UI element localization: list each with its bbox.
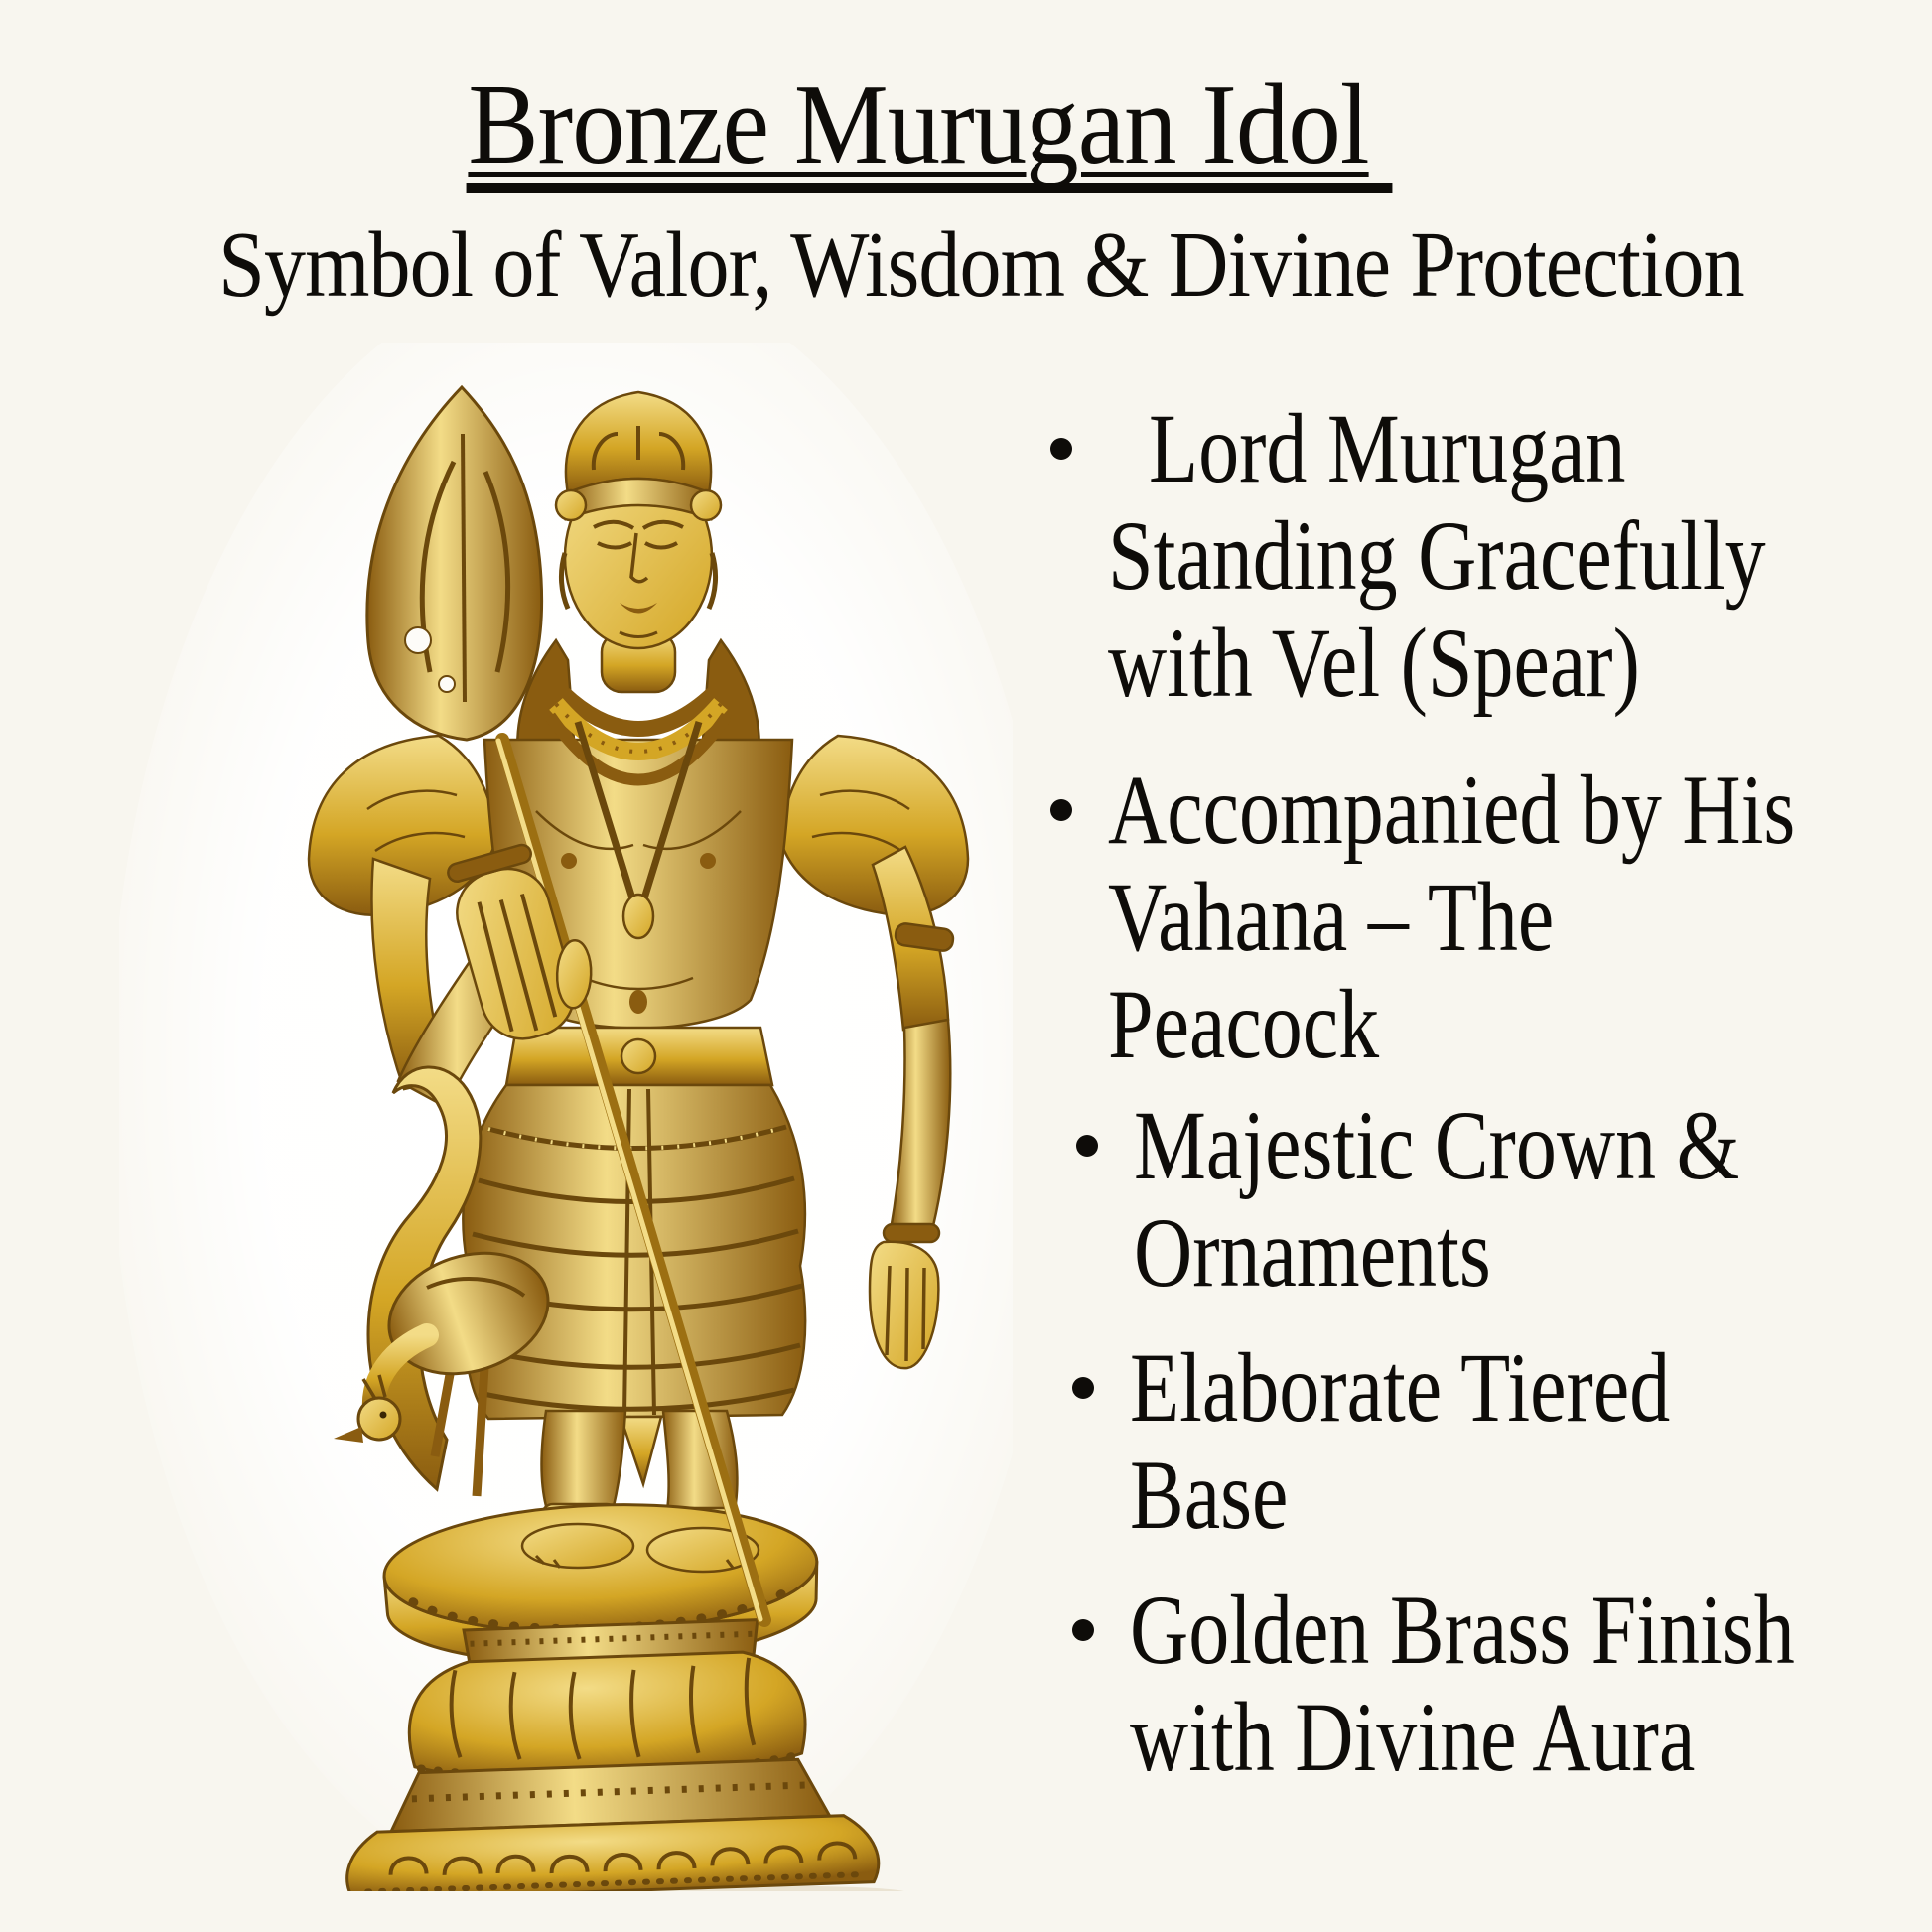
bullet-dot [1050,438,1072,460]
bullet-dot [1076,1135,1098,1157]
feature-line: Elaborate Tiered [1130,1332,1671,1443]
bullet-dot [1072,1619,1094,1641]
feature-text [1134,1092,1926,1307]
feature-line: Ornaments [1134,1197,1491,1308]
feature-text [1108,757,1926,1078]
belt-clasp [621,1039,655,1073]
feature-line: Vahana – The [1108,862,1555,972]
left-leg [542,1411,626,1506]
murugan-statue-illustration [119,343,1013,1891]
header [0,62,1859,193]
feature-text [1130,1334,1926,1549]
feature-item [1033,1577,1926,1791]
feature-line: Base [1130,1440,1289,1550]
feature-text [1130,1577,1926,1791]
left-foot [522,1524,633,1568]
feature-item [1033,1334,1926,1549]
navel [629,990,647,1014]
feature-line: Golden Brass Finish [1130,1575,1795,1685]
crown-rosette-left [556,490,586,520]
feature-item [1033,757,1926,1078]
feature-line: with Vel (Spear) [1108,608,1640,718]
feature-item [1033,1092,1926,1307]
page-subtitle: Symbol of Valor, Wisdom & Divine Protection [217,213,1744,317]
feature-line: with Divine Aura [1130,1682,1696,1792]
feature-line: Lord Murugan [1108,393,1626,503]
feature-text [1108,395,1926,717]
feature-line: Accompanied by His [1108,755,1796,865]
feature-item [1033,395,1926,717]
peacock-eye [380,1412,387,1419]
right-bangle [884,1224,939,1242]
murugan-statue-photo [119,343,1013,1891]
page-title: Bronze Murugan Idol [467,69,1393,193]
peacock-head [358,1398,400,1440]
feature-line: Majestic Crown & [1134,1090,1740,1200]
bullet-dot [1050,799,1072,821]
subheader [30,213,1932,317]
feature-list [1033,395,1926,1791]
bullet-dot [1072,1377,1094,1399]
pendant [623,895,653,938]
crown-rosette-right [691,490,721,520]
feature-line: Peacock [1108,969,1380,1079]
feature-line: Standing Gracefully [1108,500,1766,611]
